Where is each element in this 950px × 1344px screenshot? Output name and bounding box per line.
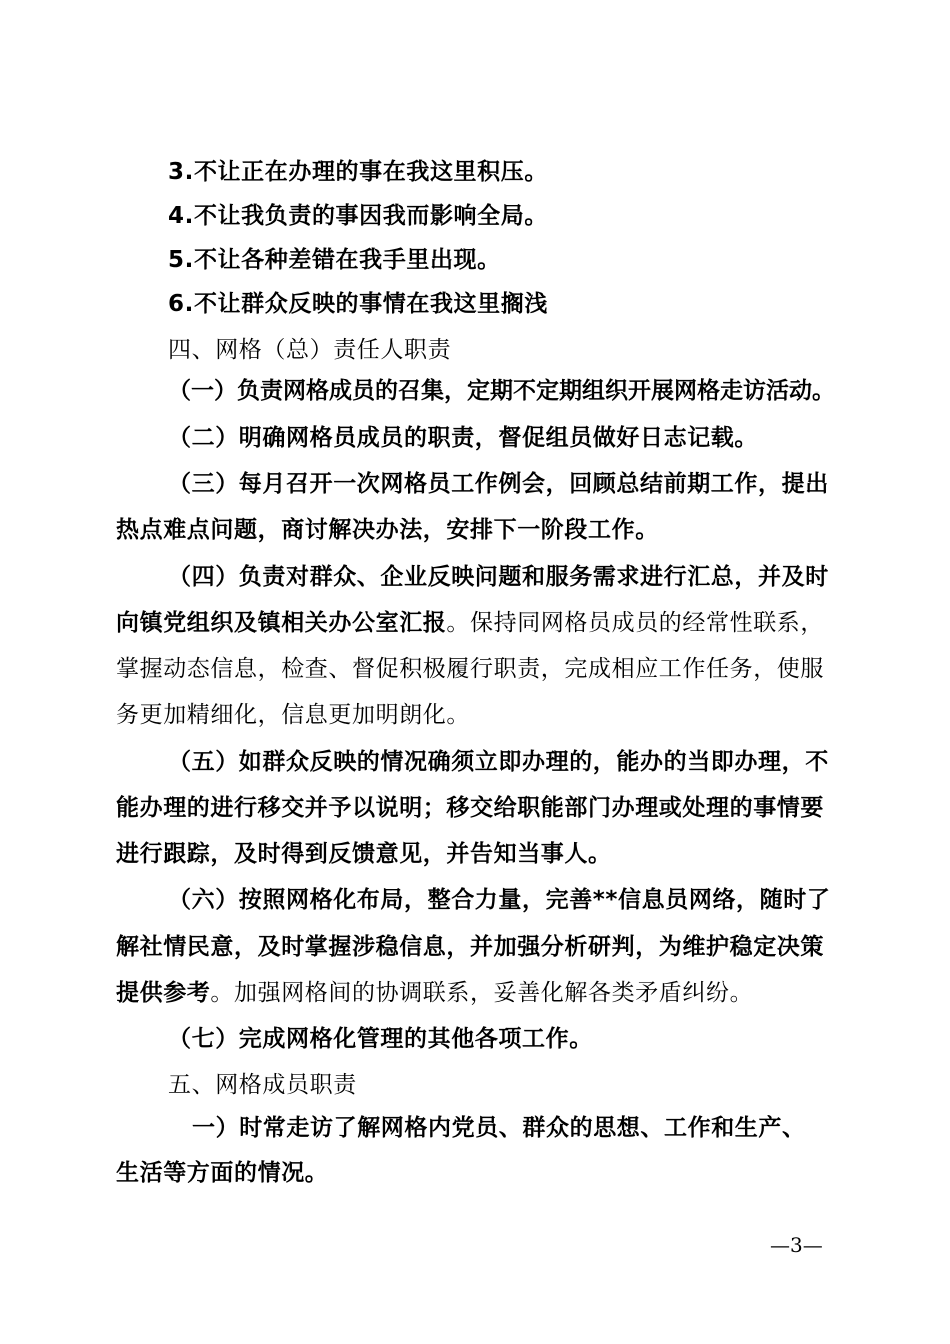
page-number: —3— [770, 1233, 823, 1257]
text-line-22: 一）时常走访了解网格内党员、群众的思想、工作和生产、 [192, 1115, 806, 1141]
text-line-13: 务更加精细化，信息更加明朗化。 [116, 702, 470, 728]
text-line-7: （二）明确网格员成员的职责，督促组员做好日志记载。 [168, 425, 758, 451]
text-line-12: 掌握动态信息，检查、督促积极履行职责，完成相应工作任务，使服 [116, 656, 824, 682]
section-heading-4: 四、网格（总）责任人职责 [168, 337, 452, 363]
section-heading-5: 五、网格成员职责 [168, 1072, 357, 1098]
text-line-20: （七）完成网格化管理的其他各项工作。 [168, 1026, 593, 1052]
text-line-23: 生活等方面的情况。 [116, 1160, 329, 1186]
text-line-16: 进行跟踪，及时得到反馈意见，并告知当事人。 [116, 841, 612, 867]
text-line-8: （三）每月召开一次网格员工作例会，回顾总结前期工作，提出 [168, 471, 829, 497]
text-line-11: 向镇党组织及镇相关办公室汇报。保持同网格员成员的经常性联系， [116, 610, 825, 636]
text-line-15: 能办理的进行移交并予以说明；移交给职能部门办理或处理的事情要 [116, 795, 824, 821]
text-line-6: （一）负责网格成员的召集，定期不定期组织开展网格走访活动。 [168, 378, 835, 404]
text-line-19: 提供参考。加强网格间的协调联系，妥善化解各类矛盾纠纷。 [116, 980, 754, 1006]
text-line-10: （四）负责对群众、企业反映问题和服务需求进行汇总，并及时 [168, 564, 829, 590]
text-line-4: 6.不让群众反映的事情在我这里搁浅 [168, 291, 548, 317]
text-line-17: （六）按照网格化布局，整合力量，完善**信息员网络，随时了 [168, 887, 831, 913]
text-line-1: 3.不让正在办理的事在我这里积压。 [168, 159, 548, 185]
text-line-2: 4.不让我负责的事因我而影响全局。 [168, 203, 548, 229]
text-line-14: （五）如群众反映的情况确须立即办理的，能办的当即办理，不 [168, 749, 829, 775]
text-line-9: 热点难点问题，商讨解决办法，安排下一阶段工作。 [116, 517, 659, 543]
text-line-18: 解社情民意，及时掌握涉稳信息，并加强分析研判，为维护稳定决策 [116, 934, 824, 960]
text-line-3: 5.不让各种差错在我手里出现。 [168, 247, 501, 273]
